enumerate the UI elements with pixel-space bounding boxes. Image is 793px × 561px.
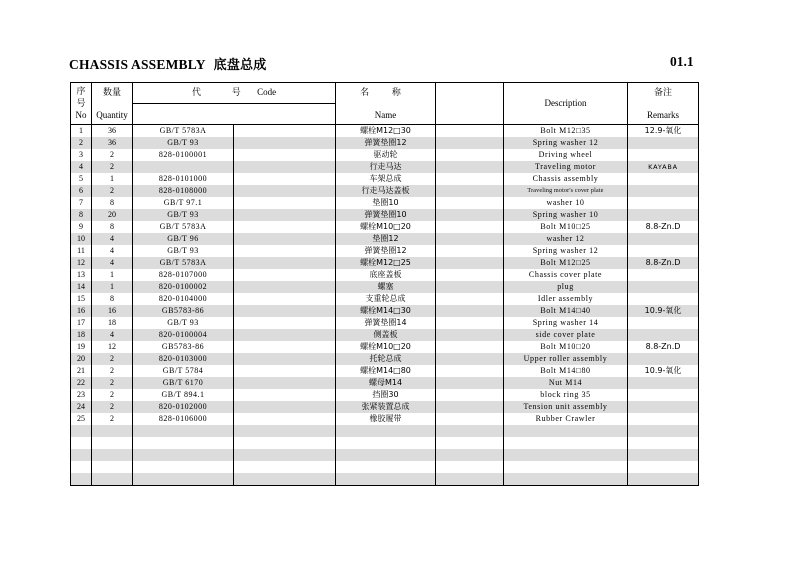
cell-mid bbox=[436, 257, 504, 269]
cell-code: 828-0107000 bbox=[133, 269, 234, 281]
cell-code: 820-0100004 bbox=[133, 329, 234, 341]
cell-desc: Idler assembly bbox=[504, 293, 628, 305]
table-row-blank bbox=[71, 437, 699, 449]
cell-extra bbox=[234, 473, 336, 486]
cell-name bbox=[336, 437, 436, 449]
cell-extra bbox=[234, 125, 336, 138]
cell-mid bbox=[436, 173, 504, 185]
cell-extra bbox=[234, 173, 336, 185]
table-row bbox=[71, 161, 699, 173]
cell-mid bbox=[436, 281, 504, 293]
cell-no: 16 bbox=[71, 305, 92, 317]
cell-name: 弹簧垫圈14 bbox=[336, 317, 436, 329]
cell-qty: 12 bbox=[92, 341, 133, 353]
cell-qty: 2 bbox=[92, 413, 133, 425]
cell-code: GB/T 93 bbox=[133, 317, 234, 329]
header-code-cn: 代 号 bbox=[191, 88, 255, 98]
table-row bbox=[71, 341, 699, 353]
cell-rem bbox=[628, 329, 699, 341]
cell-name: 行走马达盖板 bbox=[336, 185, 436, 197]
cell-name: 垫圈10 bbox=[336, 197, 436, 209]
cell-mid bbox=[436, 413, 504, 425]
cell-code: GB/T 5783A bbox=[133, 257, 234, 269]
cell-qty: 2 bbox=[92, 185, 133, 197]
cell-name bbox=[336, 425, 436, 437]
cell-code: 828-0108000 bbox=[133, 185, 234, 197]
cell-extra bbox=[234, 161, 336, 173]
table-row bbox=[71, 401, 699, 413]
cell-rem: 8.8-Zn.D bbox=[628, 221, 699, 233]
cell-rem bbox=[628, 449, 699, 461]
header-quantity-en: Quantity bbox=[96, 109, 128, 120]
cell-rem bbox=[628, 377, 699, 389]
cell-qty: 2 bbox=[92, 377, 133, 389]
cell-desc: Spring washer 12 bbox=[504, 137, 628, 149]
header-blank bbox=[436, 83, 504, 125]
table-row bbox=[71, 245, 699, 257]
cell-desc: Chassis cover plate bbox=[504, 269, 628, 281]
cell-rem bbox=[628, 281, 699, 293]
cell-extra bbox=[234, 413, 336, 425]
title-chinese: 底盘总成 bbox=[213, 58, 267, 73]
cell-no: 17 bbox=[71, 317, 92, 329]
header-code bbox=[133, 83, 336, 104]
table-row bbox=[71, 353, 699, 365]
cell-qty: 8 bbox=[92, 293, 133, 305]
cell-desc: Bolt M10□20 bbox=[504, 341, 628, 353]
cell-name: 弹簧垫圈10 bbox=[336, 209, 436, 221]
cell-rem bbox=[628, 461, 699, 473]
cell-rem bbox=[628, 185, 699, 197]
cell-desc: block ring 35 bbox=[504, 389, 628, 401]
cell-no: 23 bbox=[71, 389, 92, 401]
table-row bbox=[71, 317, 699, 329]
header-description-en: Description bbox=[544, 98, 587, 108]
cell-no: 4 bbox=[71, 161, 92, 173]
cell-mid bbox=[436, 209, 504, 221]
table-row bbox=[71, 209, 699, 221]
cell-mid bbox=[436, 233, 504, 245]
cell-desc: plug bbox=[504, 281, 628, 293]
table-row bbox=[71, 389, 699, 401]
cell-no: 22 bbox=[71, 377, 92, 389]
cell-name: 张紧装置总成 bbox=[336, 401, 436, 413]
cell-desc: Bolt M14□40 bbox=[504, 305, 628, 317]
table-row bbox=[71, 149, 699, 161]
cell-no bbox=[71, 425, 92, 437]
table-row-blank bbox=[71, 425, 699, 437]
cell-code: 820-0103000 bbox=[133, 353, 234, 365]
cell-name: 螺栓M12□25 bbox=[336, 257, 436, 269]
cell-mid bbox=[436, 269, 504, 281]
cell-extra bbox=[234, 137, 336, 149]
header-code-en: Code bbox=[257, 87, 277, 97]
cell-desc: Spring washer 14 bbox=[504, 317, 628, 329]
cell-name: 行走马达 bbox=[336, 161, 436, 173]
cell-code: GB/T 5783A bbox=[133, 221, 234, 233]
cell-mid bbox=[436, 185, 504, 197]
cell-mid bbox=[436, 341, 504, 353]
cell-desc: Nut M14 bbox=[504, 377, 628, 389]
table-row bbox=[71, 269, 699, 281]
header-quantity bbox=[92, 83, 133, 125]
cell-name: 托轮总成 bbox=[336, 353, 436, 365]
cell-extra bbox=[234, 377, 336, 389]
table-row bbox=[71, 329, 699, 341]
table-row bbox=[71, 197, 699, 209]
table-row bbox=[71, 173, 699, 185]
cell-no: 11 bbox=[71, 245, 92, 257]
table-row bbox=[71, 281, 699, 293]
cell-code: GB/T 93 bbox=[133, 137, 234, 149]
cell-mid bbox=[436, 437, 504, 449]
cell-mid bbox=[436, 389, 504, 401]
cell-extra bbox=[234, 209, 336, 221]
cell-no: 25 bbox=[71, 413, 92, 425]
cell-desc bbox=[504, 461, 628, 473]
cell-code bbox=[133, 161, 234, 173]
cell-qty: 2 bbox=[92, 353, 133, 365]
header-no-cn-1: 序 bbox=[76, 87, 86, 97]
cell-rem: 8.8-Zn.D bbox=[628, 257, 699, 269]
header-remarks-cn: 备注 bbox=[653, 87, 672, 98]
cell-name: 底座盖板 bbox=[336, 269, 436, 281]
cell-rem bbox=[628, 437, 699, 449]
cell-desc: Chassis assembly bbox=[504, 173, 628, 185]
cell-name: 弹簧垫圈12 bbox=[336, 137, 436, 149]
cell-rem bbox=[628, 413, 699, 425]
cell-qty bbox=[92, 437, 133, 449]
cell-rem: 10.9-氧化 bbox=[628, 305, 699, 317]
cell-no: 14 bbox=[71, 281, 92, 293]
cell-code: GB/T 97.1 bbox=[133, 197, 234, 209]
cell-extra bbox=[234, 353, 336, 365]
cell-rem bbox=[628, 473, 699, 486]
cell-rem bbox=[628, 269, 699, 281]
header-quantity-cn: 数量 bbox=[102, 87, 121, 98]
cell-no: 1 bbox=[71, 125, 92, 138]
table-row bbox=[71, 257, 699, 269]
cell-qty: 8 bbox=[92, 221, 133, 233]
cell-mid bbox=[436, 329, 504, 341]
header-code-sub bbox=[133, 104, 336, 125]
cell-mid bbox=[436, 425, 504, 437]
cell-name: 螺栓M10□20 bbox=[336, 221, 436, 233]
cell-rem bbox=[628, 389, 699, 401]
cell-extra bbox=[234, 185, 336, 197]
cell-desc: Spring washer 10 bbox=[504, 209, 628, 221]
cell-code: GB/T 5783A bbox=[133, 125, 234, 138]
cell-no: 18 bbox=[71, 329, 92, 341]
cell-no: 15 bbox=[71, 293, 92, 305]
cell-desc: Traveling motor's cover plate bbox=[504, 185, 628, 197]
cell-mid bbox=[436, 449, 504, 461]
table-row bbox=[71, 221, 699, 233]
cell-qty bbox=[92, 473, 133, 486]
cell-mid bbox=[436, 473, 504, 486]
cell-no bbox=[71, 461, 92, 473]
cell-no: 24 bbox=[71, 401, 92, 413]
cell-desc: Rubber Crawler bbox=[504, 413, 628, 425]
cell-name: 垫圈12 bbox=[336, 233, 436, 245]
cell-code: GB/T 93 bbox=[133, 245, 234, 257]
cell-extra bbox=[234, 305, 336, 317]
cell-extra bbox=[234, 401, 336, 413]
cell-rem bbox=[628, 401, 699, 413]
cell-code: 828-0106000 bbox=[133, 413, 234, 425]
cell-extra bbox=[234, 389, 336, 401]
cell-name: 螺塞 bbox=[336, 281, 436, 293]
cell-qty: 2 bbox=[92, 389, 133, 401]
cell-mid bbox=[436, 401, 504, 413]
cell-qty: 1 bbox=[92, 281, 133, 293]
cell-desc: Spring washer 12 bbox=[504, 245, 628, 257]
page-title bbox=[69, 54, 266, 73]
cell-rem bbox=[628, 209, 699, 221]
table-row bbox=[71, 137, 699, 149]
cell-no: 8 bbox=[71, 209, 92, 221]
header-no-en: No bbox=[75, 110, 87, 120]
cell-qty bbox=[92, 449, 133, 461]
cell-name: 橡胶履带 bbox=[336, 413, 436, 425]
cell-code: GB5783-86 bbox=[133, 341, 234, 353]
cell-name: 螺栓M10□20 bbox=[336, 341, 436, 353]
cell-mid bbox=[436, 317, 504, 329]
cell-code: GB/T 5784 bbox=[133, 365, 234, 377]
cell-desc: Bolt M10□25 bbox=[504, 221, 628, 233]
cell-code: GB/T 93 bbox=[133, 209, 234, 221]
cell-name: 驱动轮 bbox=[336, 149, 436, 161]
cell-name: 螺栓M12□30 bbox=[336, 125, 436, 138]
cell-no bbox=[71, 473, 92, 486]
cell-desc: Tension unit assembly bbox=[504, 401, 628, 413]
cell-mid bbox=[436, 125, 504, 138]
cell-qty: 4 bbox=[92, 245, 133, 257]
cell-qty: 4 bbox=[92, 233, 133, 245]
cell-code: 820-0100002 bbox=[133, 281, 234, 293]
cell-extra bbox=[234, 341, 336, 353]
table-row bbox=[71, 365, 699, 377]
cell-extra bbox=[234, 197, 336, 209]
cell-qty: 4 bbox=[92, 257, 133, 269]
header-no bbox=[71, 83, 92, 125]
cell-no: 12 bbox=[71, 257, 92, 269]
header-remarks bbox=[628, 83, 699, 125]
header-name-en: Name bbox=[374, 109, 397, 120]
cell-code bbox=[133, 437, 234, 449]
header-no-cn-2: 号 bbox=[76, 99, 86, 109]
table-row bbox=[71, 233, 699, 245]
cell-no: 19 bbox=[71, 341, 92, 353]
cell-extra bbox=[234, 365, 336, 377]
cell-mid bbox=[436, 305, 504, 317]
cell-mid bbox=[436, 377, 504, 389]
table-row bbox=[71, 293, 699, 305]
cell-no: 6 bbox=[71, 185, 92, 197]
cell-desc bbox=[504, 425, 628, 437]
cell-qty: 1 bbox=[92, 173, 133, 185]
cell-desc bbox=[504, 473, 628, 486]
cell-code: 828-0101000 bbox=[133, 173, 234, 185]
cell-extra bbox=[234, 449, 336, 461]
cell-desc: Bolt M14□80 bbox=[504, 365, 628, 377]
cell-code bbox=[133, 473, 234, 486]
cell-qty bbox=[92, 425, 133, 437]
cell-rem bbox=[628, 173, 699, 185]
cell-mid bbox=[436, 197, 504, 209]
cell-no bbox=[71, 437, 92, 449]
cell-qty: 1 bbox=[92, 269, 133, 281]
cell-code: GB/T 894.1 bbox=[133, 389, 234, 401]
cell-rem bbox=[628, 245, 699, 257]
cell-rem bbox=[628, 317, 699, 329]
table-row-blank bbox=[71, 449, 699, 461]
cell-qty: 2 bbox=[92, 401, 133, 413]
cell-qty: 20 bbox=[92, 209, 133, 221]
cell-code: 820-0104000 bbox=[133, 293, 234, 305]
cell-no: 7 bbox=[71, 197, 92, 209]
cell-no: 2 bbox=[71, 137, 92, 149]
table-row-blank bbox=[71, 473, 699, 486]
table-row bbox=[71, 305, 699, 317]
cell-code: 828-0100001 bbox=[133, 149, 234, 161]
cell-rem bbox=[628, 149, 699, 161]
cell-extra bbox=[234, 317, 336, 329]
cell-qty: 4 bbox=[92, 329, 133, 341]
cell-name: 挡圈30 bbox=[336, 389, 436, 401]
header-description bbox=[504, 83, 628, 125]
cell-name: 侧盖板 bbox=[336, 329, 436, 341]
cell-desc: Driving wheel bbox=[504, 149, 628, 161]
cell-no: 5 bbox=[71, 173, 92, 185]
cell-mid bbox=[436, 293, 504, 305]
cell-extra bbox=[234, 257, 336, 269]
cell-extra bbox=[234, 329, 336, 341]
cell-rem: 12.9-氧化 bbox=[628, 125, 699, 138]
cell-extra bbox=[234, 293, 336, 305]
cell-extra bbox=[234, 461, 336, 473]
cell-name bbox=[336, 473, 436, 486]
parts-table bbox=[70, 82, 699, 486]
parts-table-body bbox=[71, 125, 699, 486]
cell-qty: 16 bbox=[92, 305, 133, 317]
cell-code: 820-0102000 bbox=[133, 401, 234, 413]
cell-extra bbox=[234, 437, 336, 449]
cell-qty bbox=[92, 461, 133, 473]
cell-qty: 2 bbox=[92, 161, 133, 173]
title-english: CHASSIS ASSEMBLY bbox=[69, 57, 206, 72]
cell-extra bbox=[234, 221, 336, 233]
cell-desc: Bolt M12□35 bbox=[504, 125, 628, 138]
cell-extra bbox=[234, 269, 336, 281]
cell-rem: KAYABA bbox=[628, 161, 699, 173]
cell-code: GB/T 6170 bbox=[133, 377, 234, 389]
cell-rem bbox=[628, 293, 699, 305]
cell-code: GB5783-86 bbox=[133, 305, 234, 317]
cell-qty: 36 bbox=[92, 125, 133, 138]
cell-rem bbox=[628, 425, 699, 437]
header-name bbox=[336, 83, 436, 125]
page-code: 01.1 bbox=[670, 54, 694, 69]
cell-desc: washer 10 bbox=[504, 197, 628, 209]
cell-extra bbox=[234, 425, 336, 437]
cell-no: 21 bbox=[71, 365, 92, 377]
cell-no: 13 bbox=[71, 269, 92, 281]
cell-code bbox=[133, 425, 234, 437]
cell-qty: 18 bbox=[92, 317, 133, 329]
cell-code bbox=[133, 461, 234, 473]
cell-mid bbox=[436, 245, 504, 257]
cell-name: 螺栓M14□30 bbox=[336, 305, 436, 317]
cell-no: 3 bbox=[71, 149, 92, 161]
cell-mid bbox=[436, 365, 504, 377]
table-row-blank bbox=[71, 461, 699, 473]
cell-qty: 8 bbox=[92, 197, 133, 209]
cell-name: 弹簧垫圈12 bbox=[336, 245, 436, 257]
cell-desc: side cover plate bbox=[504, 329, 628, 341]
cell-desc bbox=[504, 449, 628, 461]
cell-extra bbox=[234, 281, 336, 293]
cell-mid bbox=[436, 353, 504, 365]
cell-mid bbox=[436, 461, 504, 473]
cell-mid bbox=[436, 221, 504, 233]
cell-qty: 2 bbox=[92, 149, 133, 161]
cell-qty: 2 bbox=[92, 365, 133, 377]
table-row bbox=[71, 413, 699, 425]
cell-code bbox=[133, 449, 234, 461]
cell-rem bbox=[628, 233, 699, 245]
cell-desc: Upper roller assembly bbox=[504, 353, 628, 365]
cell-extra bbox=[234, 233, 336, 245]
cell-rem: 10.9-氧化 bbox=[628, 365, 699, 377]
cell-no: 20 bbox=[71, 353, 92, 365]
cell-no: 10 bbox=[71, 233, 92, 245]
cell-rem bbox=[628, 353, 699, 365]
header-name-cn: 名 称 bbox=[360, 87, 411, 98]
cell-no: 9 bbox=[71, 221, 92, 233]
cell-name: 螺栓M14□80 bbox=[336, 365, 436, 377]
cell-mid bbox=[436, 137, 504, 149]
cell-desc: Bolt M12□25 bbox=[504, 257, 628, 269]
cell-name bbox=[336, 449, 436, 461]
cell-name: 支重轮总成 bbox=[336, 293, 436, 305]
cell-no bbox=[71, 449, 92, 461]
cell-rem bbox=[628, 197, 699, 209]
cell-qty: 36 bbox=[92, 137, 133, 149]
cell-desc bbox=[504, 437, 628, 449]
cell-extra bbox=[234, 149, 336, 161]
table-row bbox=[71, 377, 699, 389]
cell-desc: washer 12 bbox=[504, 233, 628, 245]
cell-rem: 8.8-Zn.D bbox=[628, 341, 699, 353]
header-remarks-en: Remarks bbox=[647, 109, 679, 120]
cell-rem bbox=[628, 137, 699, 149]
cell-mid bbox=[436, 149, 504, 161]
cell-code: GB/T 96 bbox=[133, 233, 234, 245]
table-row bbox=[71, 125, 699, 138]
cell-mid bbox=[436, 161, 504, 173]
cell-name: 螺母M14 bbox=[336, 377, 436, 389]
cell-name: 车架总成 bbox=[336, 173, 436, 185]
cell-desc: Traveling motor bbox=[504, 161, 628, 173]
table-row bbox=[71, 185, 699, 197]
cell-extra bbox=[234, 245, 336, 257]
cell-name bbox=[336, 461, 436, 473]
